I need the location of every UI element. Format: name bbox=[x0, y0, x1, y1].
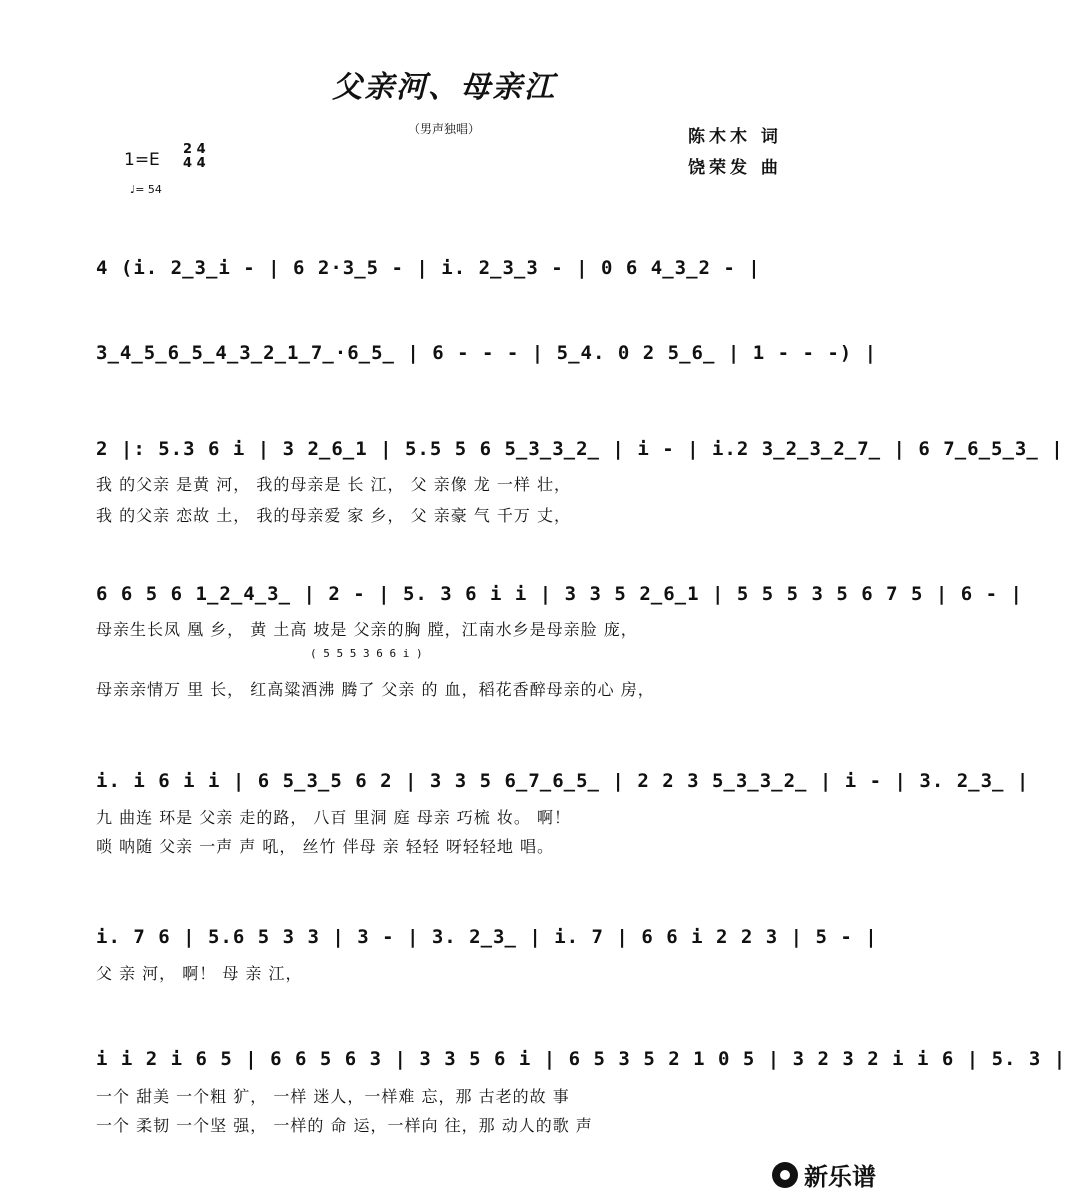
song-title: 父亲河、母亲江 bbox=[332, 70, 556, 105]
time-signature bbox=[183, 143, 206, 171]
performance-note: （男声独唱） bbox=[407, 122, 480, 136]
notation-line-3: 2 |: 5.3 6 i | 3 2̲6̲1 | 5.5 5 6 5̲3̲3̲2̲ | i - | i.2 3̲2̲3̲2̲7̲ | 6 7̲6̲5̲3̲ | bbox=[96, 438, 1064, 460]
lyric-line-7b: 一个 柔韧 一个坚 强， 一样的 命 运，一样向 往，那 动人的歌 声 bbox=[96, 1116, 593, 1135]
notation-line-4: 6 6 5 6 1̲2̲4̲3̲ | 2 - | 5. 3 6 i i | 3 3 5 2̲6̲1 | 5 5 5 3 5 6 7 5 | 6 - | bbox=[96, 583, 1023, 605]
lyric-line-3a: 我 的父亲 是黄 河， 我的母亲是 长 江， 父 亲像 龙 一样 壮， bbox=[96, 475, 571, 494]
lyricist-credit: 陈木木 词 bbox=[688, 127, 782, 147]
watermark-text: 新乐谱 bbox=[804, 1163, 876, 1191]
lyric-line-5a: 九 曲连 环是 父亲 走的路， 八百 里洞 庭 母亲 巧梳 妆。 啊！ bbox=[96, 808, 571, 827]
lyric-line-4b: 母亲亲情万 里 长， 红高粱酒沸 腾了 父亲 的 血，稻花香醉母亲的心 房， bbox=[96, 680, 655, 699]
time-signature-bottom: 4 4 bbox=[183, 156, 206, 171]
time-signature-top: 2 4 bbox=[183, 142, 206, 157]
notation-line-7: i i 2 i 6 5 | 6 6 5 6 3 | 3 3 5 6 i | 6 5 3 5 2 1 0 5 | 3 2 3 2 i i 6 | 5. 3 | bbox=[96, 1048, 1066, 1070]
notation-line-5: i. i 6 i i | 6 5̲3̲5 6 2 | 3 3 5 6̲7̲6̲5̲ | 2 2 3 5̲3̲3̲2̲ | i - | 3. 2̲3̲ | bbox=[96, 770, 1030, 792]
lyric-line-4a: 母亲生长凤 凰 乡， 黄 土高 坡是 父亲的胸 膛，江南水乡是母亲脸 庞， bbox=[96, 620, 638, 639]
lyric-line-5b: 唢 呐随 父亲 一声 声 吼， 丝竹 伴母 亲 轻轻 呀轻轻地 唱。 bbox=[96, 837, 554, 856]
lyric-line-3b: 我 的父亲 恋故 土， 我的母亲爱 家 乡， 父 亲豪 气 千万 丈， bbox=[96, 506, 571, 525]
lyric-line-6a: 父 亲 河， 啊！ 母 亲 江， bbox=[96, 964, 303, 983]
notation-line-6: i. 7 6 | 5.6 5 3 3 | 3 - | 3. 2̲3̲ | i. 7 | 6 6 i 2 2 3 | 5 - | bbox=[96, 926, 878, 948]
alternate-notation: ( 5 5 5 3 6 6 i ) bbox=[310, 647, 423, 660]
notation-line-2: 3̲4̲5̲6̲5̲4̲3̲2̲1̲7̲·6̲5̲ | 6 - - - | 5̲4. 0 2 5̲6̲ | 1 - - -) | bbox=[96, 342, 878, 364]
key-signature: 1=E bbox=[124, 150, 160, 170]
lyric-line-7a: 一个 甜美 一个粗 犷， 一样 迷人，一样难 忘，那 古老的故 事 bbox=[96, 1087, 570, 1106]
watermark-logo bbox=[772, 1157, 876, 1192]
notation-line-1: 4 (i. 2̲3̲i - | 6 2·3̲5 - | i. 2̲3̲3 - | 0 6 4̲3̲2 - | bbox=[96, 257, 761, 279]
composer-credit: 饶荣发 曲 bbox=[688, 158, 782, 178]
record-icon bbox=[772, 1162, 798, 1188]
tempo-marking: ♩= 54 bbox=[130, 183, 162, 196]
